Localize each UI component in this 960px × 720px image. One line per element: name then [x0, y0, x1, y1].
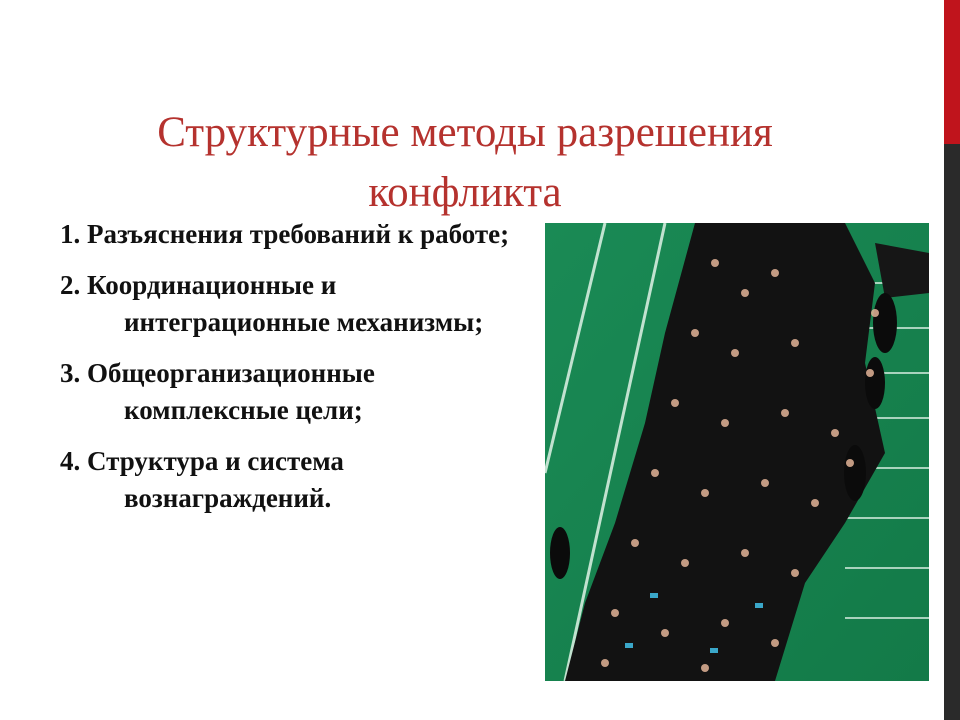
title-line-2: конфликта	[368, 168, 562, 216]
accent-bar-dark	[944, 144, 960, 720]
title-line-1: Структурные методы разрешения	[157, 108, 773, 156]
list-item: 1. Разъяснения требований к работе;	[60, 219, 510, 249]
list-item: 4. Структура и система вознаграждений.	[60, 446, 344, 513]
list-item: 3. Общеорганизационные комплексные цели;	[60, 358, 375, 425]
slide-title	[60, 103, 870, 223]
photo-illustration	[545, 223, 929, 681]
methods-list	[60, 216, 530, 531]
graduation-crowd-photo	[545, 223, 929, 681]
accent-bar-red	[944, 0, 960, 144]
list-item: 2. Координационные и интеграционные механизмы;	[60, 270, 484, 337]
